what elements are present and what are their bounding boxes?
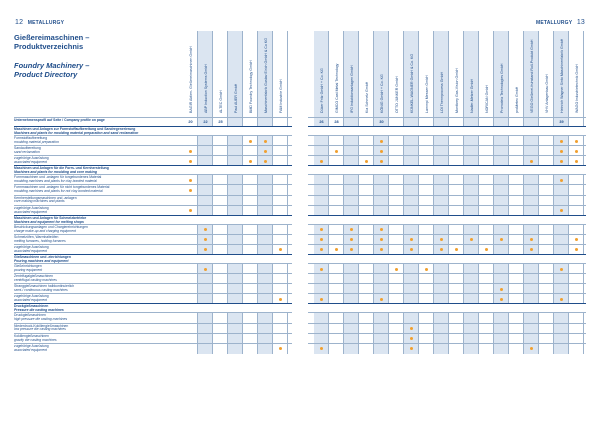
company-headers-right	[314, 31, 584, 117]
offering-dot	[425, 268, 428, 271]
matrix-cell	[464, 344, 479, 354]
company-name: ALTEC GmbH	[219, 90, 223, 113]
label-german: Formmaschinen und -anlagen für tongebundenes Material	[14, 175, 102, 180]
offering-dot	[189, 189, 192, 192]
offering-dot	[279, 347, 282, 350]
label-german: Gießmaschinen und -einrichtungen	[14, 255, 71, 259]
offering-dot	[575, 140, 578, 143]
product-label	[14, 246, 182, 254]
product-label	[14, 157, 182, 165]
company-name: Promoteix Technologies GmbH	[500, 63, 504, 113]
company-column-header	[213, 31, 228, 117]
offering-dot	[410, 248, 413, 251]
label-german: Sandaufbereitung	[14, 146, 41, 151]
label-english: pouring equipment	[14, 267, 43, 272]
offering-dot	[380, 150, 383, 153]
label-english: low pressure die casting machines	[14, 327, 66, 332]
company-column-header	[389, 31, 404, 117]
label-english: associated equipment	[14, 160, 47, 165]
matrix-cell	[404, 344, 419, 354]
company-column-header	[344, 31, 359, 117]
offering-dot	[189, 179, 192, 182]
company-column-header	[479, 31, 494, 117]
title-german: Gießereimaschinen – Produktverzeichnis	[14, 33, 90, 51]
label-german: Stranggießmaschinen halbkontinuierlich	[14, 284, 75, 289]
company-name: LOI Thermprocess GmbH	[440, 71, 444, 113]
label-english: Machines and plants for moulding material preparation and sand reclamation	[14, 130, 139, 135]
offering-dot	[320, 268, 323, 271]
product-label	[14, 186, 182, 194]
company-column-header	[183, 31, 198, 117]
label-english: associated equipment	[14, 347, 47, 352]
label-german: Beschickungsanlagen und Chargiereinrichtungen	[14, 224, 88, 229]
matrix-cell	[449, 344, 464, 354]
offering-dot	[249, 140, 252, 143]
company-column-header	[198, 31, 213, 117]
page-reference: 20	[188, 120, 193, 124]
offering-dot	[560, 150, 563, 153]
product-label	[14, 226, 182, 234]
page-reference: 22	[203, 120, 208, 124]
matrix-cell	[374, 344, 389, 354]
company-name: Heinrich Wagner Sinto Maschinenfabrik GmbH	[560, 38, 564, 113]
matrix-cell	[479, 344, 494, 354]
offering-dot	[320, 160, 323, 163]
company-column-header	[539, 31, 554, 117]
matrix-cell	[509, 344, 524, 354]
offering-dot	[320, 347, 323, 350]
offering-dot	[380, 140, 383, 143]
company-column-header	[273, 31, 288, 117]
matrix-cell	[554, 344, 569, 354]
company-column-header	[329, 31, 344, 117]
product-label	[14, 345, 182, 353]
offering-dot	[249, 160, 252, 163]
matrix-cell	[389, 344, 404, 354]
company-column-header	[419, 31, 434, 117]
company-name: Paul AUER GmbH	[234, 83, 238, 113]
company-name: Düker Fritz GmbH + Co. KG	[320, 68, 324, 113]
matrix-cell	[434, 344, 449, 354]
offering-dot	[560, 140, 563, 143]
label-english: melting furnaces, holding furnaces	[14, 238, 66, 243]
company-name: BAGIR Aktien- Gießereimaschinen GmbH	[189, 46, 193, 113]
label-english: gravity die casting machines	[14, 337, 57, 342]
offering-dot	[560, 160, 563, 163]
product-label	[14, 176, 182, 184]
company-name: Maschinenfabrik Gustav Eirich GmbH & Co KG	[264, 37, 268, 113]
company-name: ABP Induction Systems GmbH	[204, 64, 208, 113]
page-reference: 25	[218, 120, 223, 124]
matrix-cell	[419, 344, 434, 354]
product-label	[14, 314, 182, 322]
offering-dot	[500, 238, 503, 241]
offering-dot	[530, 160, 533, 163]
label-german: zugehörige Ausrüstung	[14, 205, 49, 210]
company-headers-left	[183, 31, 288, 117]
product-label	[14, 147, 182, 155]
label-english: associated equipment	[14, 209, 47, 214]
label-german: Niederdruck-Kokillengießmaschinen	[14, 323, 69, 328]
offering-dot	[575, 238, 578, 241]
page-reference: 39	[559, 120, 564, 124]
product-label	[14, 325, 182, 333]
company-name: VHV Anlagenbau GmbH	[545, 74, 549, 113]
offering-dot	[410, 347, 413, 350]
offering-dot	[204, 228, 207, 231]
offering-dot	[560, 298, 563, 301]
matrix-cell	[228, 344, 243, 354]
offering-dot	[500, 298, 503, 301]
product-label	[14, 137, 182, 145]
offering-dot	[335, 150, 338, 153]
label-english: charge make-up and charging equipment	[14, 228, 76, 233]
page-reference: 28	[334, 120, 339, 124]
company-column-header	[359, 31, 374, 117]
product-label	[14, 236, 182, 244]
offering-dot	[350, 248, 353, 251]
offering-dot	[189, 209, 192, 212]
offering-dot	[204, 238, 207, 241]
offering-dot	[380, 248, 383, 251]
offering-dot	[320, 228, 323, 231]
offering-dot	[410, 327, 413, 330]
matrix-cell	[183, 344, 198, 354]
matrix-cell	[314, 344, 329, 354]
offering-dot	[350, 238, 353, 241]
label-english: Pouring machines and equipment	[14, 258, 69, 263]
title-english: Foundry Machinery – Product Directory	[14, 61, 90, 79]
offering-dot	[264, 150, 267, 153]
offering-dot	[530, 347, 533, 350]
offering-dot	[189, 150, 192, 153]
company-column-header	[404, 31, 419, 117]
label-german: Schmelzöfen, Warmhalteöfen	[14, 234, 59, 239]
page-reference: 30	[379, 120, 384, 124]
offering-dot	[350, 228, 353, 231]
label-english: associated equipment	[14, 298, 47, 303]
label-english: Machines and equipment for melting shops	[14, 219, 84, 224]
offering-dot	[365, 160, 368, 163]
offering-dot	[320, 238, 323, 241]
label-german: Maschinen und Anlagen zur Formstoffaufbereitung und Sandregenerierung	[14, 127, 136, 131]
company-column-header	[434, 31, 449, 117]
company-name: GIMCO Cast Metal Technology	[335, 63, 339, 113]
product-label	[14, 265, 182, 273]
matrix-cell	[344, 344, 359, 354]
offering-dot	[575, 150, 578, 153]
page-header-left	[12, 19, 64, 26]
label-english: high pressure die casting machines	[14, 317, 68, 322]
offering-dot	[320, 298, 323, 301]
offering-dot	[264, 140, 267, 143]
offering-dot	[455, 248, 458, 251]
product-label	[14, 207, 182, 215]
matrix-cell	[329, 344, 344, 354]
matrix-cell	[243, 344, 258, 354]
company-column-header	[569, 31, 584, 117]
matrix-cell	[273, 344, 288, 354]
matrix-cell	[524, 344, 539, 354]
page-header-right	[536, 19, 588, 26]
matrix-cell	[198, 344, 213, 354]
label-german: Formstoffaufbereitung	[14, 136, 48, 140]
label-english: moulding machines and plants for clay bonded material	[14, 179, 97, 184]
matrix-cell	[213, 344, 228, 354]
offering-dot	[279, 248, 282, 251]
offering-dot	[279, 298, 282, 301]
label-german: Druckgießmaschinen	[14, 313, 46, 318]
company-name: VEGO Gießerei-fruhstand Roll-Produkt GmbH	[530, 39, 534, 113]
label-english: Machines and plants for moulding and core making	[14, 170, 97, 175]
offering-dot	[204, 268, 207, 271]
offering-dot	[575, 160, 578, 163]
company-column-header	[374, 31, 389, 117]
label-english: semi-/ continuous casting machines	[14, 288, 68, 293]
company-column-header	[554, 31, 569, 117]
offering-dot	[380, 228, 383, 231]
section-title-right: METALLURGY	[535, 20, 573, 26]
matrix-cell	[258, 344, 273, 354]
matrix-cell	[494, 344, 509, 354]
offering-dot	[560, 268, 563, 271]
title-block	[14, 34, 174, 79]
label-english: associated equipment	[14, 248, 47, 253]
company-column-header	[449, 31, 464, 117]
label-english: moulding machines and plants for not clay bonded material	[14, 189, 103, 194]
label-german: Zentrifugalgießmaschinen	[14, 274, 54, 279]
page-number-right: 13	[576, 19, 585, 26]
offering-dot	[530, 248, 533, 251]
offering-dot	[189, 160, 192, 163]
product-label	[14, 285, 182, 293]
company-column-header	[494, 31, 509, 117]
offering-dot	[575, 248, 578, 251]
page-gutter	[292, 0, 308, 424]
offering-dot	[485, 248, 488, 251]
product-label	[14, 197, 182, 205]
label-english: centrifugal casting machines	[14, 278, 57, 282]
label-german: Maschinen und Anlagen für die Form- und Kernherstellung	[14, 166, 109, 171]
offering-dot	[264, 160, 267, 163]
offering-dot	[320, 248, 323, 251]
label-english: sand reclamation	[14, 150, 40, 154]
offering-dot	[560, 179, 563, 182]
label-german: zugehörige Ausrüstung	[14, 156, 49, 161]
company-name: Lammpi Messen GmbH	[425, 75, 429, 113]
product-label	[14, 295, 182, 303]
offering-dot	[440, 248, 443, 251]
product-label	[14, 275, 182, 283]
company-name: IFG Induktionsanlagen GmbH	[350, 65, 354, 113]
company-column-header	[524, 31, 539, 117]
label-german: zugehörige Ausrüstung	[14, 343, 49, 348]
company-column-header	[228, 31, 243, 117]
page-reference: 26	[319, 120, 324, 124]
offering-dot	[560, 209, 563, 212]
label-german: Druckgießmaschinen	[14, 304, 49, 309]
offering-dot	[410, 337, 413, 340]
company-name: OTTO JUNKER GmbH	[395, 76, 399, 113]
offering-dot	[380, 298, 383, 301]
page-number-left: 12	[15, 19, 24, 26]
company-name: Montbrey Gas-Vision GmbH	[455, 68, 459, 113]
offering-dot	[470, 238, 473, 241]
company-name: KÜNKEL-WAGNER GmbH & Co. KG	[410, 53, 414, 113]
company-name: Nadler-Metzer GmbH	[470, 78, 474, 113]
offering-dot	[395, 268, 398, 271]
company-column-header	[464, 31, 479, 117]
company-name: WAGO Industrietechnik GmbH	[575, 64, 579, 113]
label-german: zugehörige Ausrüstung	[14, 294, 49, 299]
offering-dot	[204, 248, 207, 251]
matrix-cell	[539, 344, 554, 354]
offering-dot	[530, 238, 533, 241]
offering-dot	[500, 288, 503, 291]
offering-dot	[410, 238, 413, 241]
company-column-header	[509, 31, 524, 117]
company-column-header	[243, 31, 258, 117]
offering-dot	[380, 160, 383, 163]
page-reference-label: Unternehmensprofil auf Seite / Company profile on page	[14, 118, 105, 122]
label-german: Kernherstellungsmaschinen und -anlagen	[14, 195, 77, 200]
company-column-header	[314, 31, 329, 117]
label-english: moulding material preparation	[14, 139, 59, 144]
product-label	[14, 335, 182, 343]
company-name: proMetec GmbH	[515, 86, 519, 113]
label-german: Kokillengießmaschinen	[14, 333, 49, 338]
company-name: BMD Foundry Technology GmbH	[249, 60, 253, 113]
offering-dot	[440, 238, 443, 241]
matrix-cell	[359, 344, 374, 354]
company-name: FAM Industrie GmbH	[279, 79, 283, 113]
matrix-cell	[569, 344, 584, 354]
label-german: zugehörige Ausrüstung	[14, 244, 49, 249]
company-name: KÖNIG GmbH + Co. KG	[380, 74, 384, 113]
label-german: Gießeinrichtungen	[14, 264, 42, 268]
company-name: NORICAN GmbH	[485, 85, 489, 113]
label-english: core making machines and plants	[14, 199, 65, 204]
offering-dot	[380, 238, 383, 241]
label-german: Maschinen und Anlagen für Schmelzbetriebe	[14, 215, 87, 220]
section-title-left: METALLURGY	[27, 20, 65, 26]
company-column-header	[258, 31, 273, 117]
label-english: Pressure die casting machines	[14, 308, 64, 313]
offering-dot	[335, 248, 338, 251]
label-german: Formmaschinen und -anlagen für nicht tongebundenes Material	[14, 185, 110, 190]
company-name: Kia Schmelz GmbH	[365, 81, 369, 113]
